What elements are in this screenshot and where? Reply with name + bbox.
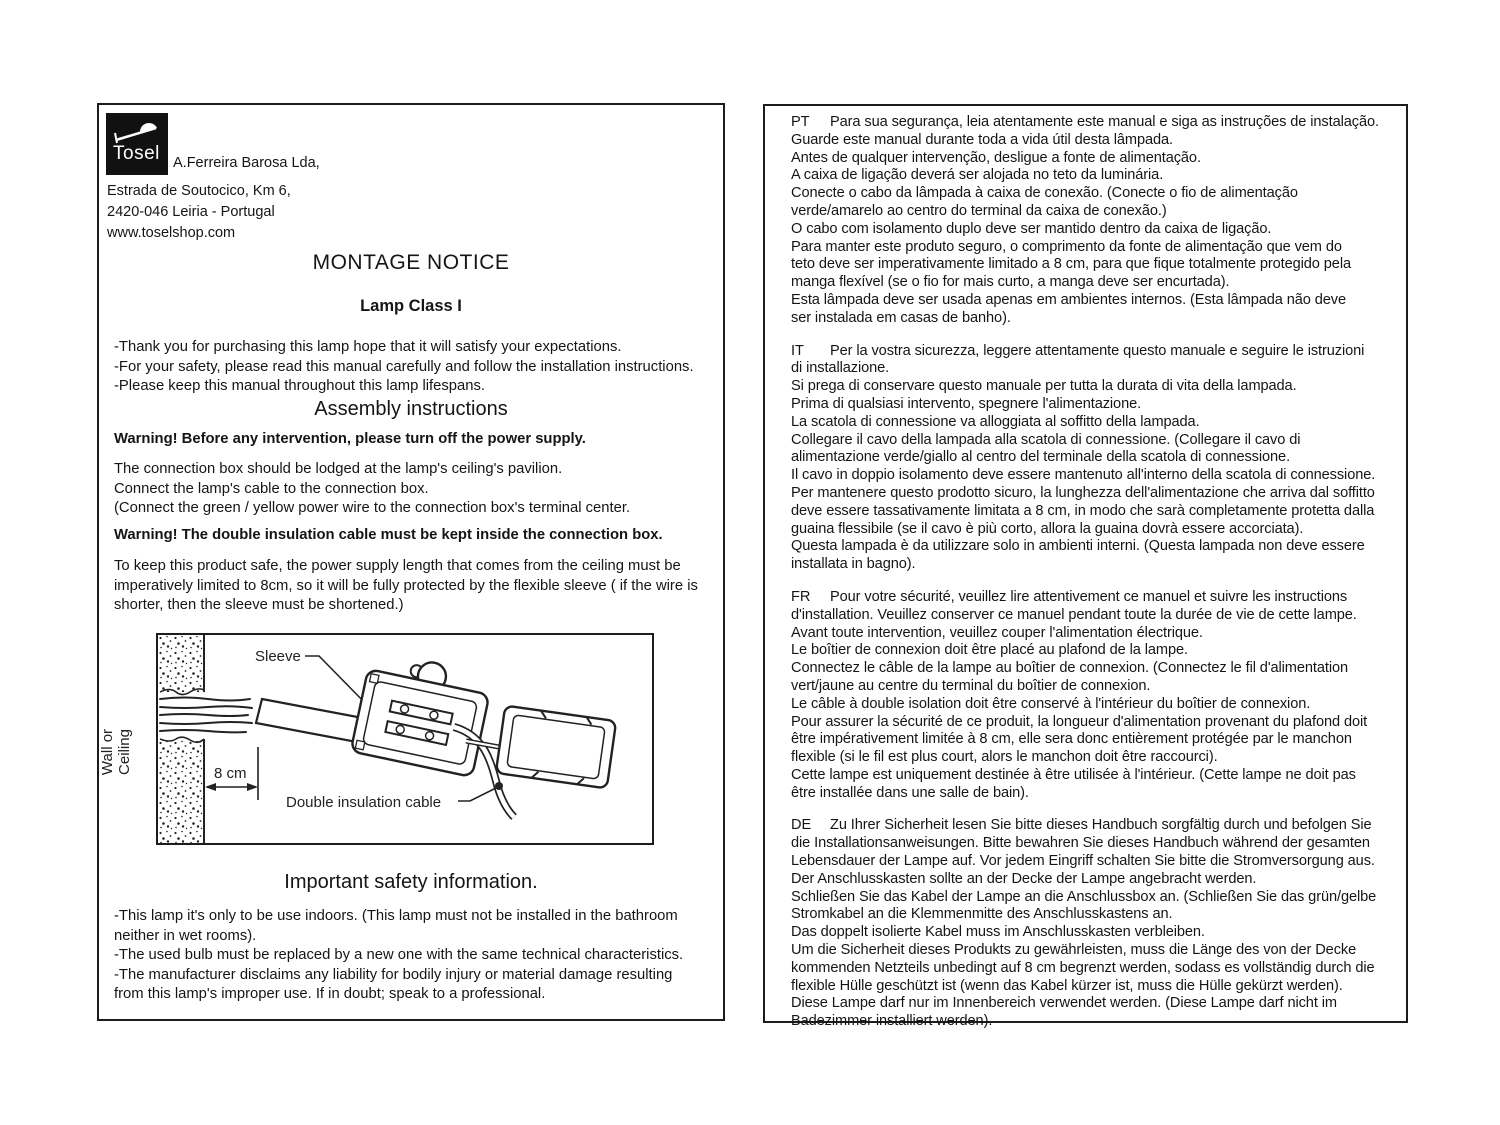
- text-line: flexible Hülle geschützt ist (wenn das Kabel kürzer ist, muss die Hülle gekürzt werden).: [791, 977, 1343, 994]
- text-line: verde/amarelo ao centro do terminal da caixa de conexão.): [791, 202, 1167, 219]
- text-line: FR Pour votre sécurité, veuillez lire attentivement ce manuel et suivre les instructions: [791, 588, 1348, 605]
- assembly-heading: Assembly instructions: [314, 398, 508, 420]
- page-subtitle: Lamp Class I: [360, 297, 462, 315]
- text-line: Conecte o cabo da lâmpada à caixa de conexão. (Conecte o fio de alimentação: [791, 185, 1298, 202]
- text-line: Esta lâmpada deve ser usada apenas em ambientes internos. (Esta lâmpada não deve: [791, 291, 1347, 308]
- text-line: -Thank you for purchasing this lamp hope that it will satisfy your expectations.: [114, 339, 622, 355]
- text-line: Estrada de Soutocico, Km 6,: [107, 183, 291, 199]
- cable-leader-dot: [495, 782, 503, 790]
- text-line: di installazione.: [791, 360, 890, 377]
- text-line: A caixa de ligação deverá ser alojada no teto da luminária.: [791, 167, 1164, 184]
- text-line: die Installationsanweisungen. Bitte bewahren Sie dieses Handbuch während der gesamten: [791, 835, 1370, 852]
- manual-page-english: [97, 103, 725, 1021]
- company-address: [107, 181, 291, 244]
- text-line: 2420-046 Leiria - Portugal: [107, 204, 275, 220]
- text-line: from this lamp's improper use. If in doubt; speak to a professional.: [114, 986, 546, 1002]
- text-line: -For your safety, please read this manual carefully and follow the installation instructions.: [114, 358, 694, 375]
- text-line: -This lamp it's only to be use indoors. (This lamp must not be installed in the bathroom: [114, 908, 678, 924]
- text-line: ser instalada em casas de banho).: [791, 309, 1011, 326]
- dimension-8cm: [205, 747, 258, 800]
- text-line: La scatola di connessione va alloggiata al soffitto della lampada.: [791, 413, 1200, 430]
- text-line: Avant toute intervention, veuillez couper l'alimentation électrique.: [791, 624, 1203, 641]
- box-cover-drawing: [496, 706, 616, 789]
- text-line: manga flexível (se o fio for mais curto, a manga deve ser encurtada).: [791, 274, 1230, 291]
- language-section-pt: [791, 114, 1388, 328]
- text-line: Prima di qualsiasi intervento, spegnere l'alimentazione.: [791, 395, 1142, 412]
- text-line: Antes de qualquer intervenção, desligue a fonte de alimentação.: [791, 149, 1201, 166]
- text-line: d'installation. Veuillez conserver ce manuel pendant toute la durée de vie de cette lampe.: [791, 606, 1357, 623]
- text-line: kommenden Netzteils unbedingt auf 8 cm begrenzt werden, sodass es vollständig durch die: [791, 959, 1375, 976]
- text-line: PT Para sua segurança, leia atentamente este manual e siga as instruções de instalação.: [791, 114, 1379, 130]
- text-line: imperatively limited to 8cm, so it will be fully protected by the flexible sleeve ( if the wire is: [114, 577, 698, 594]
- text-line: guaina flessibile (se il cavo è più corto, allora la guaina dovrà essere accorciata).: [791, 520, 1304, 537]
- text-line: Guarde este manual durante toda a vida útil desta lâmpada.: [791, 131, 1173, 148]
- language-sections: [791, 114, 1388, 1031]
- wall-hatch: [158, 635, 204, 843]
- text-line: The connection box should be lodged at the lamp's ceiling's pavilion.: [114, 461, 563, 477]
- text-line: Der Anschlusskasten sollte an der Decke der Lampe angebracht werden.: [791, 870, 1257, 887]
- wall-label-line1: Wall or: [99, 728, 116, 776]
- text-line: O cabo com isolamento duplo deve ser mantido dentro da caixa de ligação.: [791, 220, 1272, 237]
- intro-paragraph: [114, 338, 694, 397]
- warning-insulation-cable: Warning! The double insulation cable must be kept inside the connection box.: [114, 527, 663, 543]
- text-line: Connectez le câble de la lampe au boîtier de connexion. (Connectez le fil d'alimentation: [791, 660, 1349, 677]
- wall-or-ceiling-label: [99, 687, 133, 817]
- text-line: Le câble à double isolation doit être conservé à l'intérieur du boîtier de connexion.: [791, 695, 1311, 712]
- cable-leader-line: [458, 788, 496, 801]
- installation-diagram: [156, 633, 654, 845]
- text-line: Per mantenere questo prodotto sicuro, la lunghezza dell'alimentazione che arriva dal soffitto: [791, 484, 1375, 501]
- connection-box-drawing: [351, 649, 494, 777]
- text-line: flexible (si le fil est plus court, alors le manchon doit être raccourci).: [791, 749, 1218, 766]
- text-line: Lebensdauer der Lampe auf. Vor jedem Eingriff schalten Sie bitte die Stromversorgung aus.: [791, 853, 1375, 870]
- language-code: FR: [791, 588, 811, 605]
- text-line: Das doppelt isolierte Kabel muss im Anschlusskasten verbleiben.: [791, 924, 1205, 941]
- safety-heading: Important safety information.: [284, 871, 538, 893]
- text-line: être impérativement limitée à 8 cm, elle sera donc entièrement protégée par le manchon: [791, 731, 1352, 748]
- text-line: neither in wet rooms).: [114, 927, 257, 944]
- logo-wordmark: Tosel: [113, 143, 160, 164]
- text-line: To keep this product safe, the power supply length that comes from the ceiling must be: [114, 558, 681, 574]
- tosel-logo: [106, 113, 168, 175]
- text-line: Il cavo in doppio isolamento deve essere mantenuto all'interno della scatola di connessione.: [791, 467, 1376, 484]
- diagram-drawing: [158, 635, 652, 843]
- text-line: -The manufacturer disclaims any liability for bodily injury or material damage resulting: [114, 966, 673, 983]
- language-section-fr: [791, 589, 1388, 803]
- text-line: -Please keep this manual throughout this lamp lifespans.: [114, 378, 485, 394]
- text-line: deve essere tassativamente limitata a 8 cm, in modo che sarà completamente protetta dalla: [791, 502, 1375, 519]
- text-line: Badezimmer installiert werden).: [791, 1013, 993, 1030]
- text-line: Cette lampe est uniquement destinée à être utilisée à l'intérieur. (Cette lampe ne doit pas: [791, 766, 1356, 783]
- text-line: Um die Sicherheit dieses Produkts zu gewährleisten, muss die Länge des von der Decke: [791, 942, 1357, 959]
- text-line: Pour assurer la sécurité de ce produit, la longueur d'alimentation provenant du plafond doit: [791, 713, 1368, 730]
- power-wires: [160, 698, 252, 733]
- company-name: A.Ferreira Barosa Lda,: [173, 155, 320, 171]
- text-line: Diese Lampe darf nur im Innenbereich verwendet werden. (Diese Lampe darf nicht im: [791, 995, 1337, 1012]
- text-line: teto deve ser imperativamente limitado a 8 cm, para que fique totalmente protegido pela: [791, 256, 1351, 273]
- warning-power-supply: Warning! Before any intervention, please turn off the power supply.: [114, 431, 586, 447]
- supply-length-paragraph: [114, 557, 698, 616]
- text-line: IT Per la vostra sicurezza, leggere attentamente questo manuale e seguire le istruzioni: [791, 342, 1365, 359]
- language-code: DE: [791, 817, 812, 834]
- text-line: Collegare il cavo della lampada alla scatola di connessione. (Collegare il cavo di: [791, 431, 1301, 448]
- text-line: shorter, then the sleeve must be shortened.): [114, 597, 404, 613]
- lamp-arm-icon: [110, 117, 164, 145]
- language-code: PT: [791, 114, 810, 130]
- text-line: être installée dans une salle de bain).: [791, 784, 1029, 801]
- text-line: Para manter este produto seguro, o comprimento da fonte de alimentação que vem do: [791, 238, 1342, 255]
- language-section-it: [791, 343, 1388, 574]
- text-line: Stromkabel an die Klemmenmitte des Anschlusskastens an.: [791, 906, 1173, 923]
- text-line: installata in bagno).: [791, 556, 916, 573]
- text-line: Si prega di conservare questo manuale per tutta la durata di vita della lampada.: [791, 378, 1297, 395]
- text-line: Connect the lamp's cable to the connection box.: [114, 480, 429, 497]
- connection-paragraph: [114, 460, 630, 519]
- text-line: (Connect the green / yellow power wire to the connection box's terminal center.: [114, 500, 631, 516]
- text-line: www.toselshop.com: [107, 225, 236, 241]
- sleeve-label: Sleeve: [255, 648, 301, 665]
- text-line: vert/jaune au centre du terminal du boîtier de connexion.: [791, 677, 1151, 694]
- manual-page-translations: [763, 104, 1408, 1030]
- safety-paragraph: [114, 907, 683, 1005]
- page-title: MONTAGE NOTICE: [312, 251, 510, 274]
- wall-label-line2: Ceiling: [116, 729, 133, 775]
- text-line: Schließen Sie das Kabel der Lampe an die Anschlussbox an. (Schließen Sie das grün/gelbe: [791, 888, 1377, 905]
- text-line: alimentazione verde/giallo al centro del terminale della scatola di connessione.: [791, 449, 1291, 466]
- text-line: -The used bulb must be replaced by a new one with the same technical characteristics.: [114, 947, 684, 963]
- text-line: DE Zu Ihrer Sicherheit lesen Sie bitte dieses Handbuch sorgfältig durch und befolgen Sie: [791, 817, 1372, 834]
- text-line: Le boîtier de connexion doit être placé au plafond de la lampe.: [791, 642, 1188, 659]
- dimension-label: 8 cm: [214, 765, 247, 782]
- language-code: IT: [791, 342, 804, 359]
- text-line: Questa lampada è da utilizzare solo in ambienti interni. (Questa lampada non deve essere: [791, 538, 1365, 555]
- cable-label: Double insulation cable: [286, 794, 442, 811]
- language-section-de: [791, 817, 1388, 1031]
